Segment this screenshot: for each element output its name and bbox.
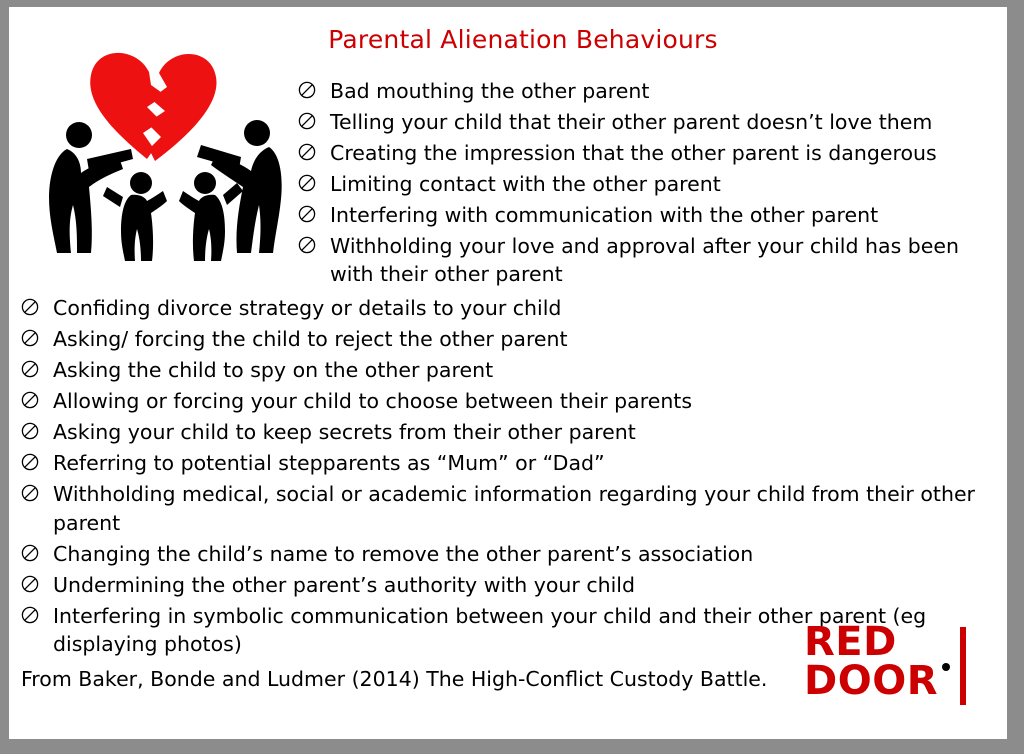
- list-item: [17, 571, 1002, 599]
- list-item: [17, 418, 1002, 446]
- top-behaviour-list: [294, 77, 994, 292]
- prohibition-icon: [21, 391, 39, 409]
- list-item: [17, 449, 1002, 477]
- prohibition-icon: [21, 422, 39, 440]
- list-item: [17, 294, 1002, 322]
- prohibition-icon: [21, 329, 39, 347]
- page-title: Parental Alienation Behaviours: [328, 25, 718, 54]
- list-item-text: Allowing or forcing your child to choose between their parents: [53, 389, 693, 414]
- prohibition-icon: [298, 236, 316, 254]
- list-item-text: Limiting contact with the other parent: [330, 172, 721, 197]
- list-item: [294, 201, 994, 229]
- list-item-text: Asking/ forcing the child to reject the other parent: [53, 327, 568, 352]
- list-item: [294, 170, 994, 198]
- list-item: [294, 232, 994, 288]
- list-item: [17, 356, 1002, 384]
- prohibition-icon: [21, 484, 39, 502]
- prohibition-icon: [21, 298, 39, 316]
- logo-line-2: DOOR: [803, 657, 938, 704]
- list-item-text: Referring to potential stepparents as “Mum” or “Dad”: [53, 451, 605, 476]
- list-item-text: Creating the impression that the other parent is dangerous: [330, 141, 937, 166]
- prohibition-icon: [298, 112, 316, 130]
- prohibition-icon: [298, 81, 316, 99]
- bottom-behaviour-list: [17, 294, 1002, 665]
- list-item-text: Withholding medical, social or academic information regarding your child from their other parent: [53, 482, 975, 535]
- list-item: [17, 540, 1002, 568]
- list-item-text: Undermining the other parent’s authority with your child: [53, 572, 635, 597]
- list-item-text: Changing the child’s name to remove the other parent’s association: [53, 541, 754, 566]
- slide-canvas: [9, 7, 1007, 739]
- list-item: [17, 325, 1002, 353]
- list-item: [294, 139, 994, 167]
- prohibition-icon: [298, 143, 316, 161]
- prohibition-icon: [21, 575, 39, 593]
- list-item-text: Bad mouthing the other parent: [330, 79, 650, 103]
- list-item: [17, 480, 1002, 536]
- list-item-text: Interfering in symbolic communication between your child and their other parent (eg displaying photos): [53, 603, 927, 656]
- list-item: [294, 108, 994, 136]
- prohibition-icon: [21, 544, 39, 562]
- logo-line-1: RED: [803, 618, 897, 665]
- logo-bar-icon: [960, 627, 966, 705]
- logo-dot-icon: [942, 663, 950, 671]
- red-door-logo: [803, 618, 972, 704]
- list-item-text: Withholding your love and approval after your child has been with their other parent: [330, 234, 960, 287]
- list-item-text: Interfering with communication with the other parent: [330, 203, 879, 228]
- broken-heart-family-silhouette-image: [19, 37, 284, 267]
- list-item: [294, 77, 994, 105]
- list-item: [17, 387, 1002, 415]
- list-item-text: Asking your child to keep secrets from their other parent: [53, 420, 636, 445]
- prohibition-icon: [298, 205, 316, 223]
- source-citation: From Baker, Bonde and Ludmer (2014) The High-Conflict Custody Battle.: [21, 667, 768, 691]
- list-item-text: Confiding divorce strategy or details to your child: [53, 296, 562, 320]
- prohibition-icon: [21, 453, 39, 471]
- prohibition-icon: [21, 606, 39, 624]
- list-item-text: Asking the child to spy on the other parent: [53, 358, 494, 383]
- prohibition-icon: [298, 174, 316, 192]
- list-item-text: Telling your child that their other parent doesn’t love them: [330, 110, 933, 135]
- prohibition-icon: [21, 360, 39, 378]
